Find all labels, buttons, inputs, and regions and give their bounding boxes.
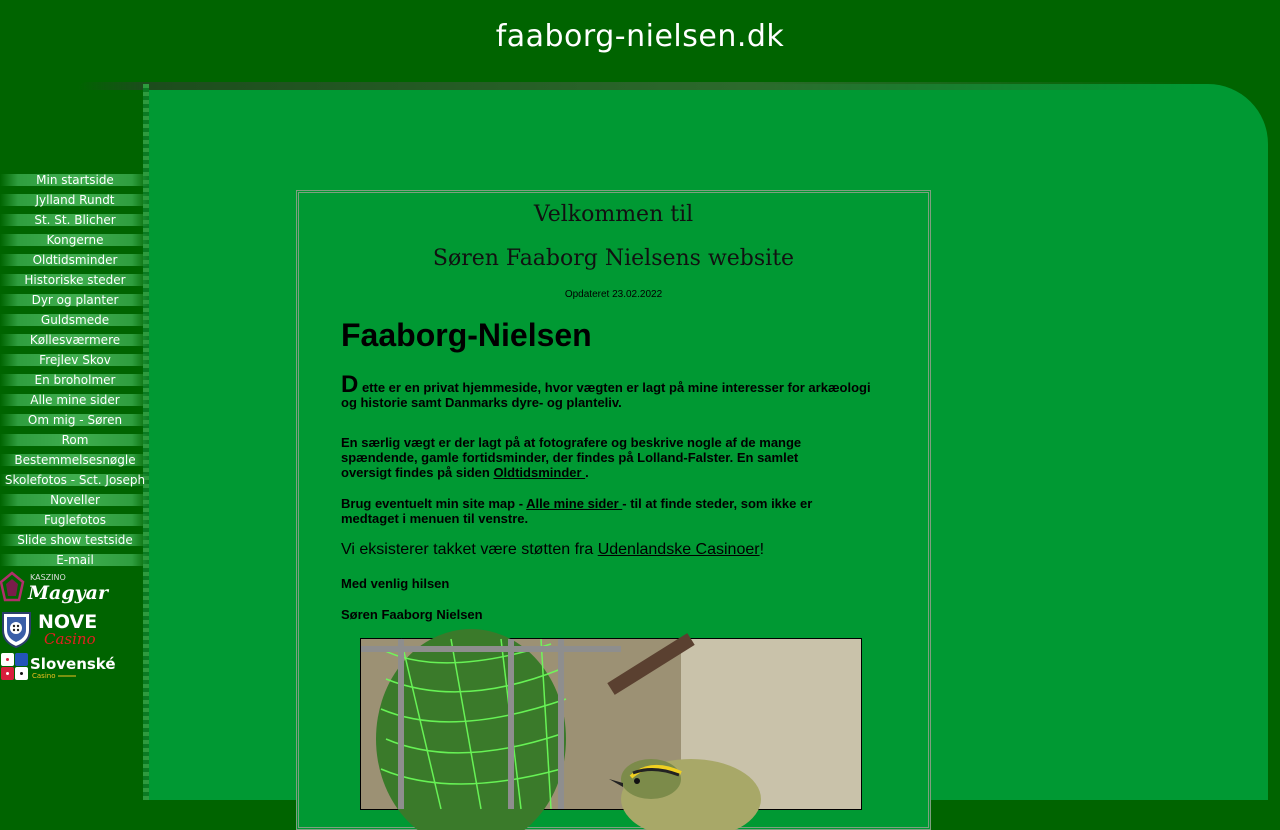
sidebar-nav [0, 171, 150, 571]
nav-item-kongerne[interactable]: Kongerne [0, 231, 150, 251]
nav-item-fuglefotos[interactable]: Fuglefotos [0, 511, 150, 531]
nove-casino-logo[interactable] [0, 610, 100, 648]
svg-text:Magyar: Magyar [28, 582, 108, 604]
nav-item-noveller[interactable]: Noveller [0, 491, 150, 511]
header-divider [78, 82, 1198, 90]
alle-mine-sider-link[interactable]: Alle mine sider [526, 496, 623, 511]
fortidsminder-paragraph: En særlig vægt er der lagt på at fotografere og beskrive nogle af de mange spændende, gamle fortidsminder, der findes på Lolland-Falster. En samlet oversigt findes på siden Oldtidsminder . [341, 435, 802, 480]
nav-item-jylland-rundt[interactable]: Jylland Rundt [0, 191, 150, 211]
svg-text:Casino: Casino [44, 630, 96, 648]
right-border [1268, 84, 1280, 800]
svg-text:KASZINO: KASZINO [30, 573, 66, 582]
nav-item-historiske-steder[interactable]: Historiske steder [0, 271, 150, 291]
site-header [0, 0, 1280, 84]
svg-text:NOVE: NOVE [38, 611, 98, 633]
nav-item-en-broholmer[interactable]: En broholmer [0, 371, 150, 391]
intro-paragraph: D ette er en privat hjemmeside, hvor vægten er lagt på mine interesser for arkæologi og historie samt Danmarks dyre- og planteliv. [341, 371, 871, 410]
nav-item-email[interactable]: E-mail [0, 551, 150, 571]
svg-text:Casino: Casino [32, 672, 56, 680]
nav-item-dyr-og-planter[interactable]: Dyr og planter [0, 291, 150, 311]
nav-item-bestemmelsesnogle[interactable]: Bestemmelsesnøgle [0, 451, 150, 471]
welcome-heading-line2: Søren Faaborg Nielsens website [432, 246, 795, 271]
svg-text:Slovenské: Slovenské [30, 655, 116, 673]
udenlandske-casinoer-link[interactable]: Udenlandske Casinoer [597, 541, 760, 558]
bird-photo [360, 638, 862, 810]
nav-item-rom[interactable]: Rom [0, 431, 150, 451]
bird-photo-image [361, 639, 861, 809]
nav-item-oldtidsminder[interactable]: Oldtidsminder [0, 251, 150, 271]
kaszino-magyar-logo[interactable] [0, 572, 108, 604]
nav-item-guldsmede[interactable]: Guldsmede [0, 311, 150, 331]
signature: Søren Faaborg Nielsen [341, 607, 483, 622]
greeting: Med venlig hilsen [341, 576, 450, 591]
sitemap-paragraph: Brug eventuelt min site map - Alle mine sider - til at finde steder, som ikke er medtaget i menuen til venstre. [341, 496, 813, 526]
nav-item-kollesvaermere[interactable]: Køllesværmere [0, 331, 150, 351]
page-title: Faaborg-Nielsen [341, 317, 592, 353]
oldtidsminder-link[interactable]: Oldtidsminder [493, 465, 586, 480]
updated-date: Opdateret 23.02.2022 [564, 289, 663, 300]
slovenske-casino-logo[interactable] [0, 652, 116, 682]
nav-item-alle-mine-sider[interactable]: Alle mine sider [0, 391, 150, 411]
nav-item-frejlev-skov[interactable]: Frejlev Skov [0, 351, 150, 371]
drop-cap: D [341, 371, 359, 398]
nav-item-skolefotos[interactable]: Skolefotos - Sct. Joseph [0, 471, 150, 491]
site-title: faaborg-nielsen.dk [495, 19, 785, 54]
nav-item-slide-show[interactable]: Slide show testside [0, 531, 150, 551]
welcome-heading-line1: Velkommen til [533, 202, 694, 227]
nav-item-blicher[interactable]: St. St. Blicher [0, 211, 150, 231]
support-paragraph: Vi eksisterer takket være støtten fra Udenlandske Casinoer! [341, 541, 765, 558]
nav-item-om-mig[interactable]: Om mig - Søren [0, 411, 150, 431]
nav-item-min-startside[interactable]: Min startside [0, 171, 150, 191]
